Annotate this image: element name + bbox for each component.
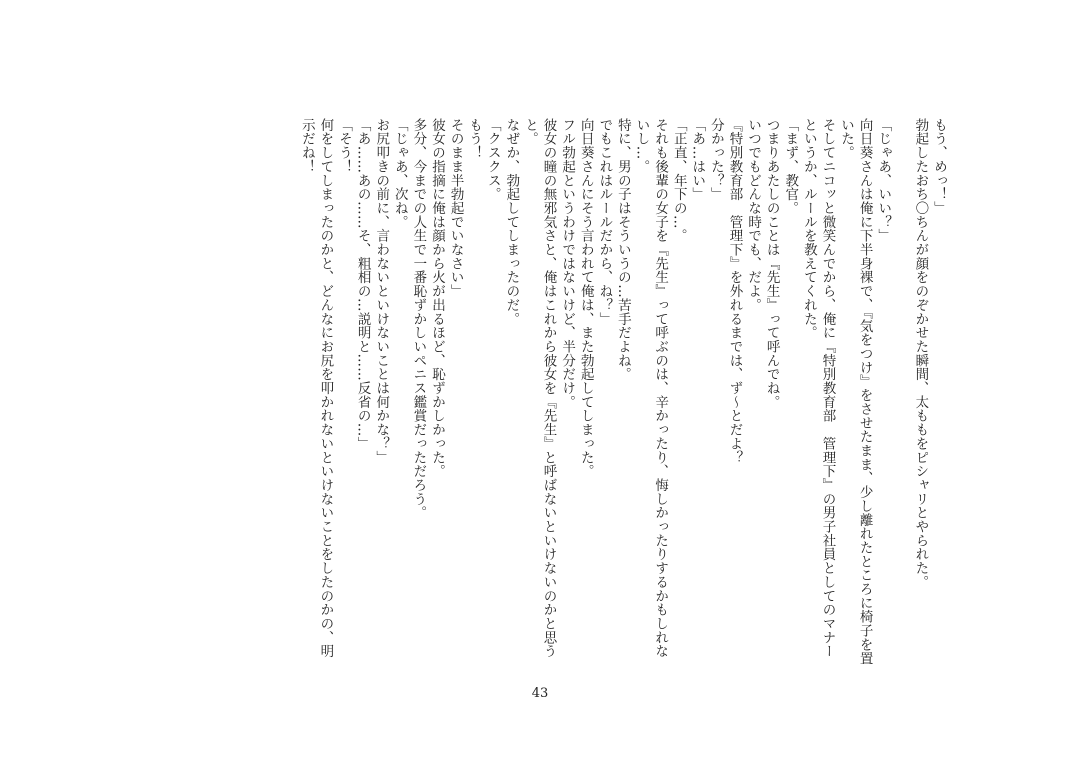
- text-line: でもこれはルールだから、ね？」: [596, 118, 613, 326]
- text-line: 多分、今までの人生で一番恥ずかしいペニス鑑賞だっただろう。: [410, 118, 427, 520]
- text-line: いた。: [838, 118, 855, 160]
- text-line: 「そう！: [336, 118, 352, 174]
- vertical-text-body: [118, 118, 948, 678]
- text-line: 示だね！: [298, 118, 315, 174]
- text-line: 「正直、年下の…。: [670, 118, 687, 243]
- text-line: と。: [521, 118, 538, 146]
- text-line: なぜか、勃起してしまったのだ。: [503, 118, 520, 326]
- text-line: 勃起したおち〇ちんが顔をのぞかせた瞬間、太ももをピシャリとやられた。: [912, 118, 929, 589]
- text-line: 彼女の瞳の無邪気さと、俺はこれから彼女を『先生』と呼ばないといけないのかと思う: [540, 118, 557, 659]
- text-line: そしてニコッと微笑んでから、俺に『特別教育部 管理下』の男子社員としてのマナー: [819, 118, 836, 659]
- text-line: 『特別教育部 管理下』を外れるまでは、ず～とだよ？: [726, 118, 743, 465]
- text-line: もう！: [466, 118, 483, 160]
- text-line: お尻叩きの前に、言わないといけないことは何かな？」: [373, 118, 390, 465]
- text-line: 何をしてしまったのかと、どんなにお尻を叩かれないといけないことをしたのかの、明: [317, 118, 334, 659]
- text-line: 「じゃあ、次ね。: [391, 118, 408, 229]
- text-line: フル勃起というわけではないけど、半分だけ。: [559, 118, 576, 409]
- text-line: 「じゃあ、いい？」: [875, 118, 892, 243]
- text-line: いつでもどんな時でも、だよ。: [745, 118, 762, 312]
- text-line: つまりあたしのことは『先生』って呼んでね。: [763, 118, 780, 409]
- text-line: 「クスクス。: [484, 118, 501, 202]
- text-line: 彼女の指摘に俺は顔から火が出るほど、恥ずかしかった。: [428, 118, 445, 479]
- text-line: というか、ルールを教えてくれた。: [800, 118, 817, 340]
- page-number: 43: [531, 686, 549, 701]
- text-line: 「あ……あの……そ、粗相の…説明と……反省の…」: [354, 118, 371, 451]
- text-line: それも後輩の女子を『先生』って呼ぶのは、辛かったり、悔しかったりするかもしれな: [652, 118, 669, 659]
- text-line: 「あ…はい」: [689, 118, 706, 202]
- text-line: そのまま半勃起でいなさい」: [447, 118, 464, 299]
- text-line: 「まず、教官。: [782, 118, 799, 215]
- blank-line: [892, 118, 911, 678]
- text-line: 向日葵さんは俺に下半身裸で、『気をつけ』をさせたまま、少し離れたところに椅子を置: [856, 118, 873, 666]
- text-line: 特に、男の子はそういうの…苦手だよね。: [614, 118, 631, 382]
- text-line: もう、めっ！」: [931, 118, 947, 215]
- text-line: 分かった？」: [707, 118, 724, 202]
- text-line: いし…。: [633, 118, 650, 174]
- text-line: 向日葵さんにそう言われて俺は、また勃起してしまった。: [577, 118, 594, 479]
